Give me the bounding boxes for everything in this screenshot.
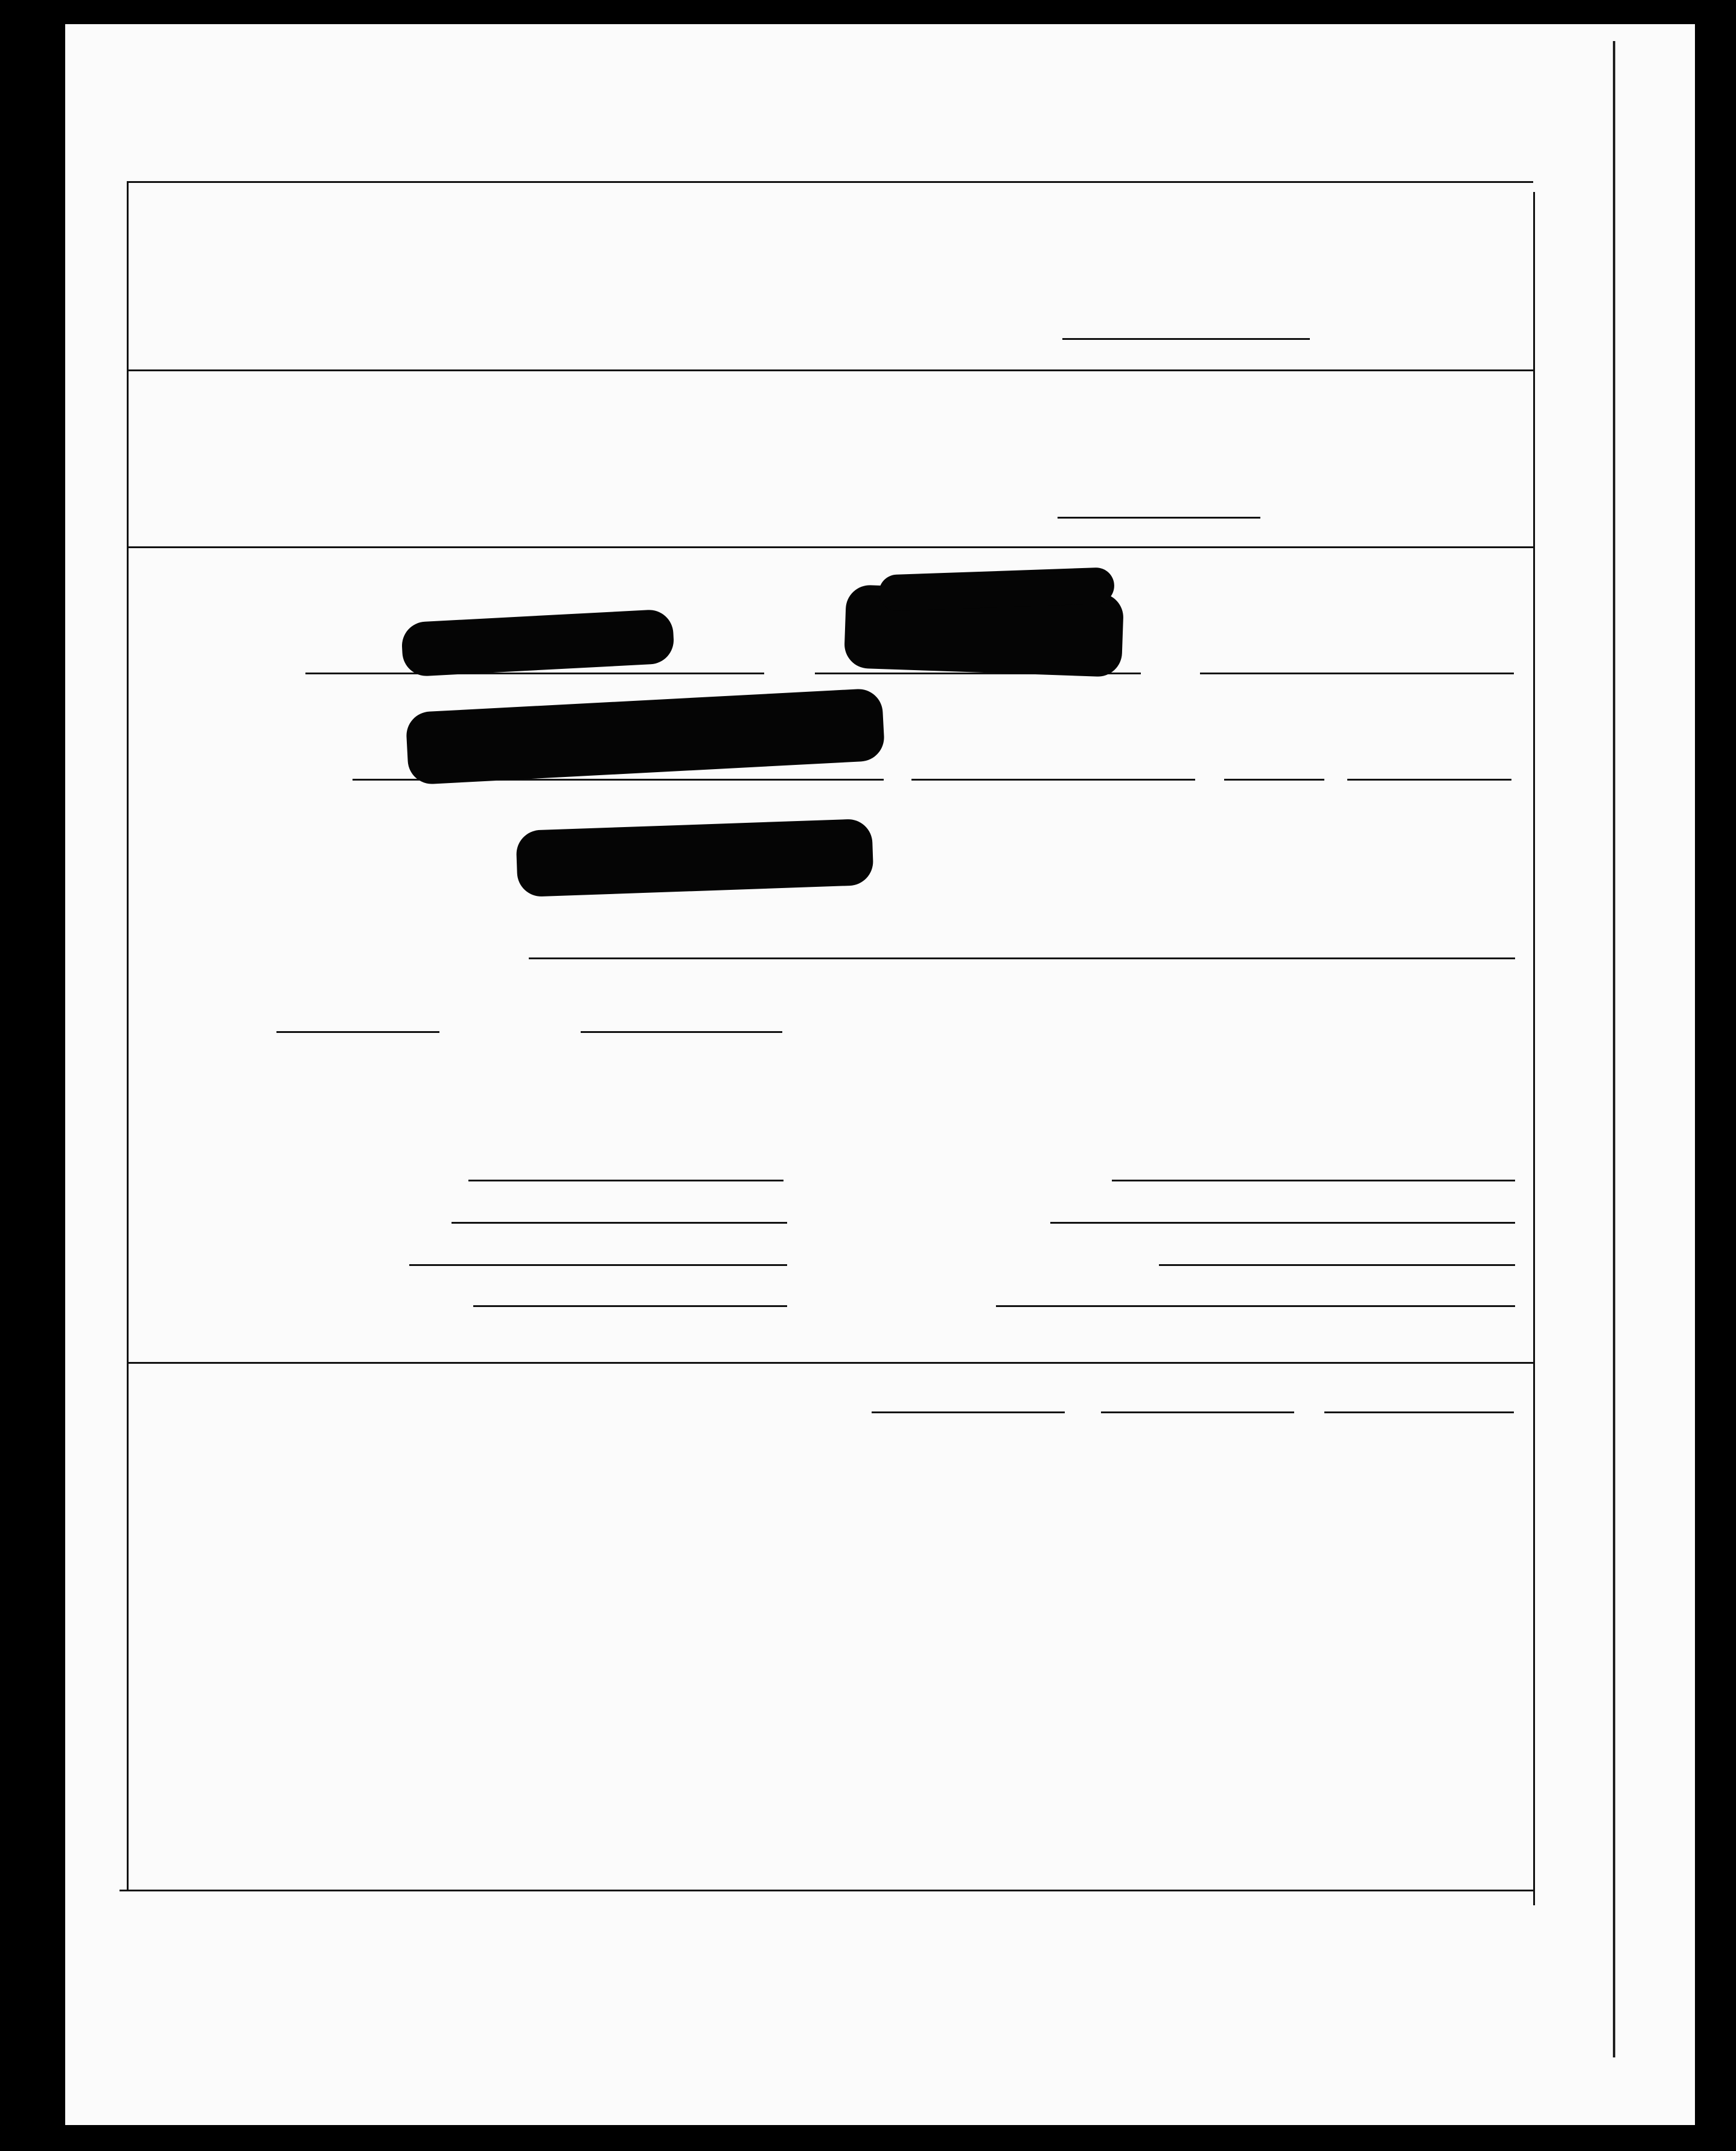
day-field[interactable] [872, 1411, 1065, 1413]
post-graduate-field[interactable] [473, 1305, 787, 1307]
divider-41-42 [128, 1362, 1533, 1364]
frame-top [127, 181, 1533, 183]
high-school-field[interactable] [452, 1222, 787, 1224]
job-field[interactable] [529, 957, 1515, 959]
college-field[interactable] [409, 1264, 787, 1266]
frame-bottom [120, 1890, 1535, 1891]
other-training-field-2[interactable] [996, 1305, 1515, 1307]
divider-39-40 [128, 369, 1533, 371]
frame-left [127, 181, 129, 1891]
city-field[interactable] [911, 779, 1195, 781]
state-field[interactable] [1347, 779, 1511, 781]
grade-school-field[interactable] [468, 1180, 783, 1181]
month-field[interactable] [1101, 1411, 1294, 1413]
type-field[interactable] [1050, 1222, 1515, 1224]
q40-answer-line [1058, 517, 1260, 519]
frame-right [1533, 192, 1535, 1905]
technical-school-field[interactable] [1112, 1180, 1515, 1181]
zone-field[interactable] [1224, 779, 1324, 781]
year-field[interactable] [1324, 1411, 1514, 1413]
middle-name-field[interactable] [1200, 673, 1514, 674]
q39-answer-line [1062, 338, 1310, 340]
last-name-field[interactable] [305, 673, 764, 674]
page-edge [1613, 41, 1615, 2057]
age-field[interactable] [276, 1031, 439, 1033]
redaction-telephone [515, 819, 873, 898]
divider-40-41 [128, 546, 1533, 548]
document-page [65, 24, 1695, 2125]
sex-field[interactable] [581, 1031, 782, 1033]
other-training-field[interactable] [1159, 1264, 1515, 1266]
